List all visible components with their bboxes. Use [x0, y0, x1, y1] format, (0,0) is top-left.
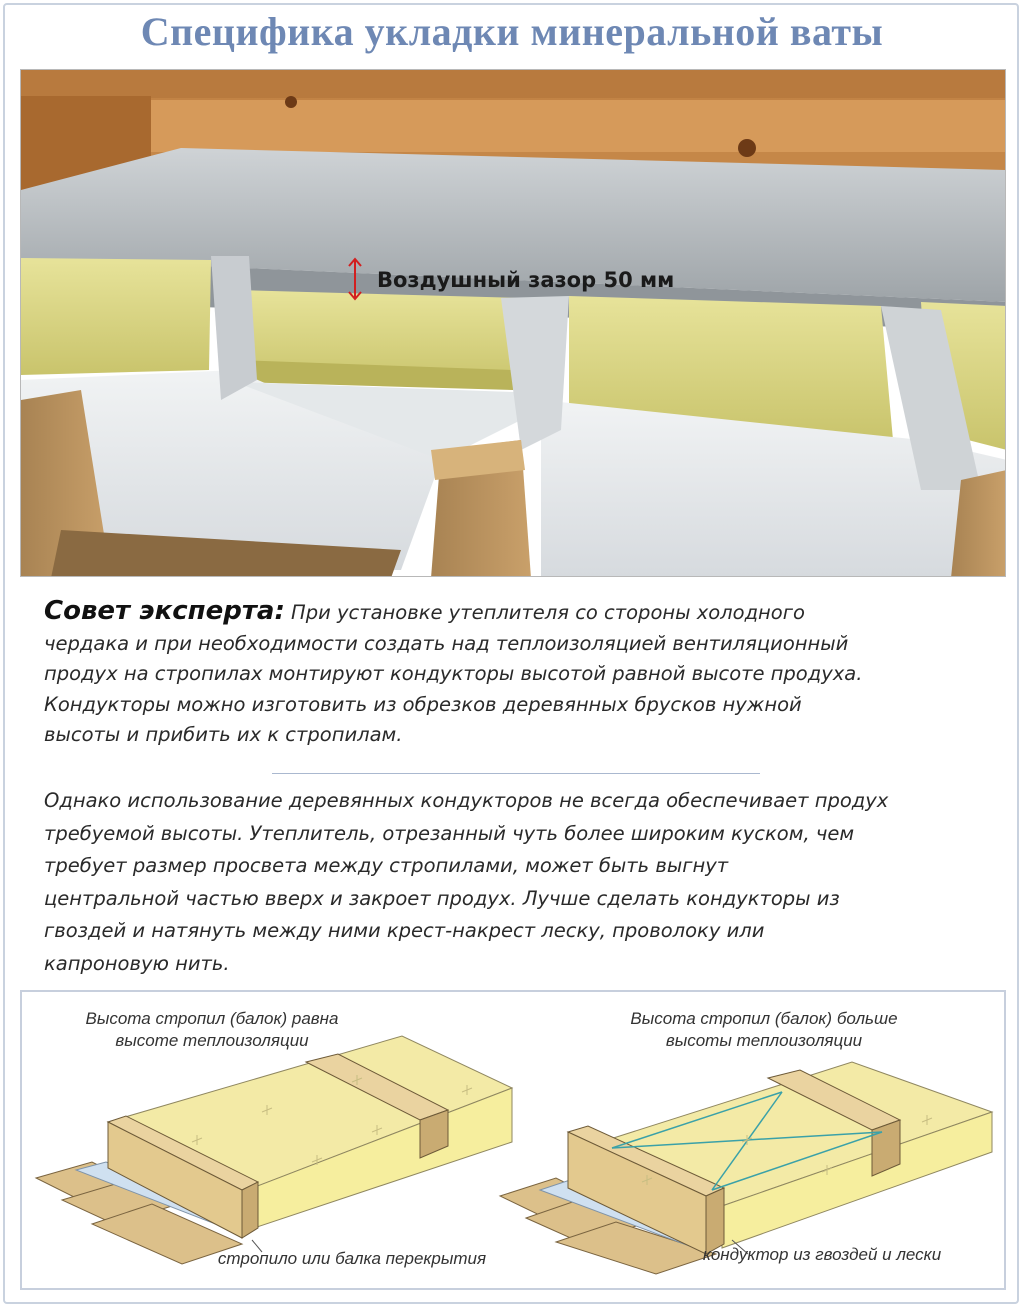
photo-illustration: [21, 70, 1006, 577]
tip-line: Кондукторы можно изготовить из обрезков деревянных брусков нужной: [44, 692, 802, 716]
paragraph-line: гвоздей и натянуть между ними крест-накрест леску, проволоку или: [44, 919, 765, 942]
jig-label: кондуктор из гвоздей и лески: [702, 1245, 942, 1264]
rafter-label: стропило или балка перекрытия: [217, 1249, 487, 1268]
left-caption: [52, 1008, 372, 1052]
expert-tip: [44, 596, 984, 751]
right-diagram: [500, 1062, 992, 1274]
tip-line-text: При установке утеплителя со стороны холодного: [284, 601, 805, 624]
tip-line: [44, 596, 984, 629]
right-caption: [594, 1008, 934, 1052]
right-caption-line: высоты теплоизоляции: [665, 1031, 863, 1050]
left-diagram: [36, 1036, 512, 1264]
tip-line: высоты и прибить их к стропилам.: [44, 723, 403, 746]
paragraph-line: капроновую нить.: [44, 951, 230, 975]
air-gap-arrow-icon: [347, 256, 363, 302]
paragraph-line: требуемой высоты. Утеплитель, отрезанный чуть более широким куском, чем: [44, 821, 855, 845]
paragraph-line: центральной частью вверх и закроет продух. Лучше сделать кондукторы из: [44, 886, 840, 910]
diagram-panel: [20, 990, 1006, 1290]
left-caption-line: высоте теплоизоляции: [115, 1031, 309, 1050]
paragraph-line: Однако использование деревянных кондукторов не всегда обеспечивает продух: [44, 789, 889, 812]
right-caption-line: Высота стропил (балок) больше: [630, 1009, 898, 1028]
attic-insulation-photo: [20, 69, 1006, 577]
tip-heading: Совет эксперта:: [44, 596, 285, 626]
left-caption-line: Высота стропил (балок) равна: [85, 1009, 339, 1028]
paragraph-line: требует размер просвета между стропилами, может быть выгнут: [44, 854, 729, 877]
body-paragraph: [44, 785, 994, 980]
page-title: Специфика укладки минеральной ваты: [140, 9, 884, 54]
tip-line: чердака и при необходимости создать над теплоизоляцией вентиляционный: [44, 631, 849, 655]
air-gap-label: Воздушный зазор 50 мм: [377, 268, 675, 292]
tip-line: продух на стропилах монтируют кондукторы высотой равной высоте продуха.: [44, 662, 863, 685]
divider: [272, 773, 760, 774]
